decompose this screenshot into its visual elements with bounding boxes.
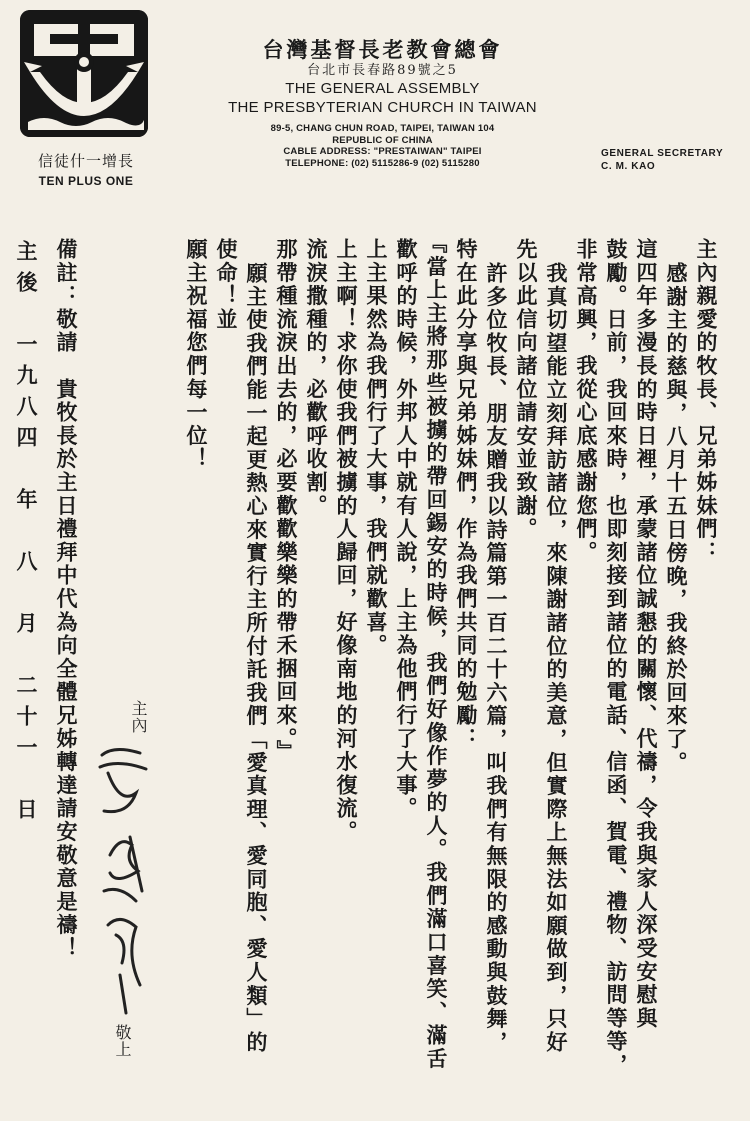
cable-address: CABLE ADDRESS: "PRESTAIWAN" TAIPEI — [283, 146, 482, 157]
telephone: TELEPHONE: (02) 5115286-9 (02) 5115280 — [285, 157, 480, 169]
signoff-suffix: 敬上 — [113, 1024, 132, 1058]
org-name-english-1: THE GENERAL ASSEMBLY — [285, 80, 480, 97]
motto-english: TEN PLUS ONE — [38, 174, 134, 188]
psalm-line: 『當上主將那些被擄的帶回錫安的時候，我們好像作夢的人。我們滿口喜笑、滿舌 — [424, 232, 449, 1071]
general-secretary-name: C. M. KAO — [601, 161, 656, 172]
letter-line: 這四年多漫長的時日裡，承蒙諸位誠懇的關懷、代禱，令我與家人深受安慰與 — [634, 238, 659, 1031]
psalm-line: 上主果然為我們行了大事，我們就歡喜。 — [364, 238, 389, 658]
psalm-line: 那帶種流淚出去的，必要歡歡樂樂的帶禾捆回來。』 — [274, 238, 299, 764]
letter-line: 先以此信向諸位請安並致謝。 — [514, 238, 539, 541]
psalm-line: 流淚撒種的，必歡呼收割。 — [304, 238, 329, 518]
postscript-note: 備註：敬請 貴牧長於主日禮拜中代為向全體兄姊轉達請安敬意是禱！ — [54, 238, 79, 961]
letterhead-organization — [210, 38, 555, 169]
general-secretary — [601, 147, 723, 173]
org-name-chinese: 台灣基督長老教會總會 — [262, 37, 503, 62]
letter-line: 我真切望能立刻拜訪諸位，來陳謝諸位的美意，但實際上無法如願做到，只好 — [544, 262, 569, 1055]
letter-line: 許多位牧長、朋友贈我以詩篇第一百二十六篇，叫我們有無限的感動與鼓舞， — [484, 262, 509, 1055]
anchor-cross-icon — [20, 10, 148, 137]
address-chinese: 台北市長春路89號之5 — [307, 63, 458, 78]
general-secretary-title: GENERAL SECRETARY — [601, 148, 724, 159]
letter-line: 願主使我們能一起更熱心來實行主所付託我們「愛真理、愛同胞、愛人類」的 — [244, 262, 269, 1055]
psalm-line: 歡呼的時候，外邦人中就有人說，上主為他們行了大事。 — [394, 238, 419, 821]
letter-line: 願主祝福您們每一位！ — [184, 238, 209, 471]
letter-line: 非常高興，我從心底感謝您們。 — [574, 238, 599, 565]
letter-date: 主後 一九八四 年 八 月 二十一 日 — [14, 240, 39, 829]
letter-line: 特在此分享與兄弟姊妹們，作為我們共同的勉勵： — [454, 238, 479, 751]
motto-chinese: 信徒什一增長 — [37, 152, 134, 170]
country: REPUBLIC OF CHINA — [332, 134, 433, 146]
address-english: 89-5, CHANG CHUN ROAD, TAIPEI, TAIWAN 104 — [270, 123, 495, 134]
handwritten-signature — [80, 695, 160, 1015]
letter-line: 使命！並 — [214, 238, 239, 332]
org-name-english-2: THE PRESBYTERIAN CHURCH IN TAIWAN — [228, 99, 537, 116]
psalm-line: 上主啊！求你使我們被擄的人歸回，好像南地的河水復流。 — [334, 238, 359, 844]
anchor-cross-logo — [20, 10, 148, 137]
signoff-prefix: 主內 — [129, 700, 148, 734]
signature-icon — [80, 695, 160, 1015]
letter-line: 感謝主的慈與，八月十五日傍晚，我終於回來了。 — [664, 262, 689, 775]
salutation: 主內親愛的牧長、兄弟姊妹們： — [694, 238, 719, 565]
letter-line: 鼓勵。日前，我回來時，也即刻接到諸位的電話、信函、賀電、禮物、訪問等等， — [604, 238, 629, 1077]
